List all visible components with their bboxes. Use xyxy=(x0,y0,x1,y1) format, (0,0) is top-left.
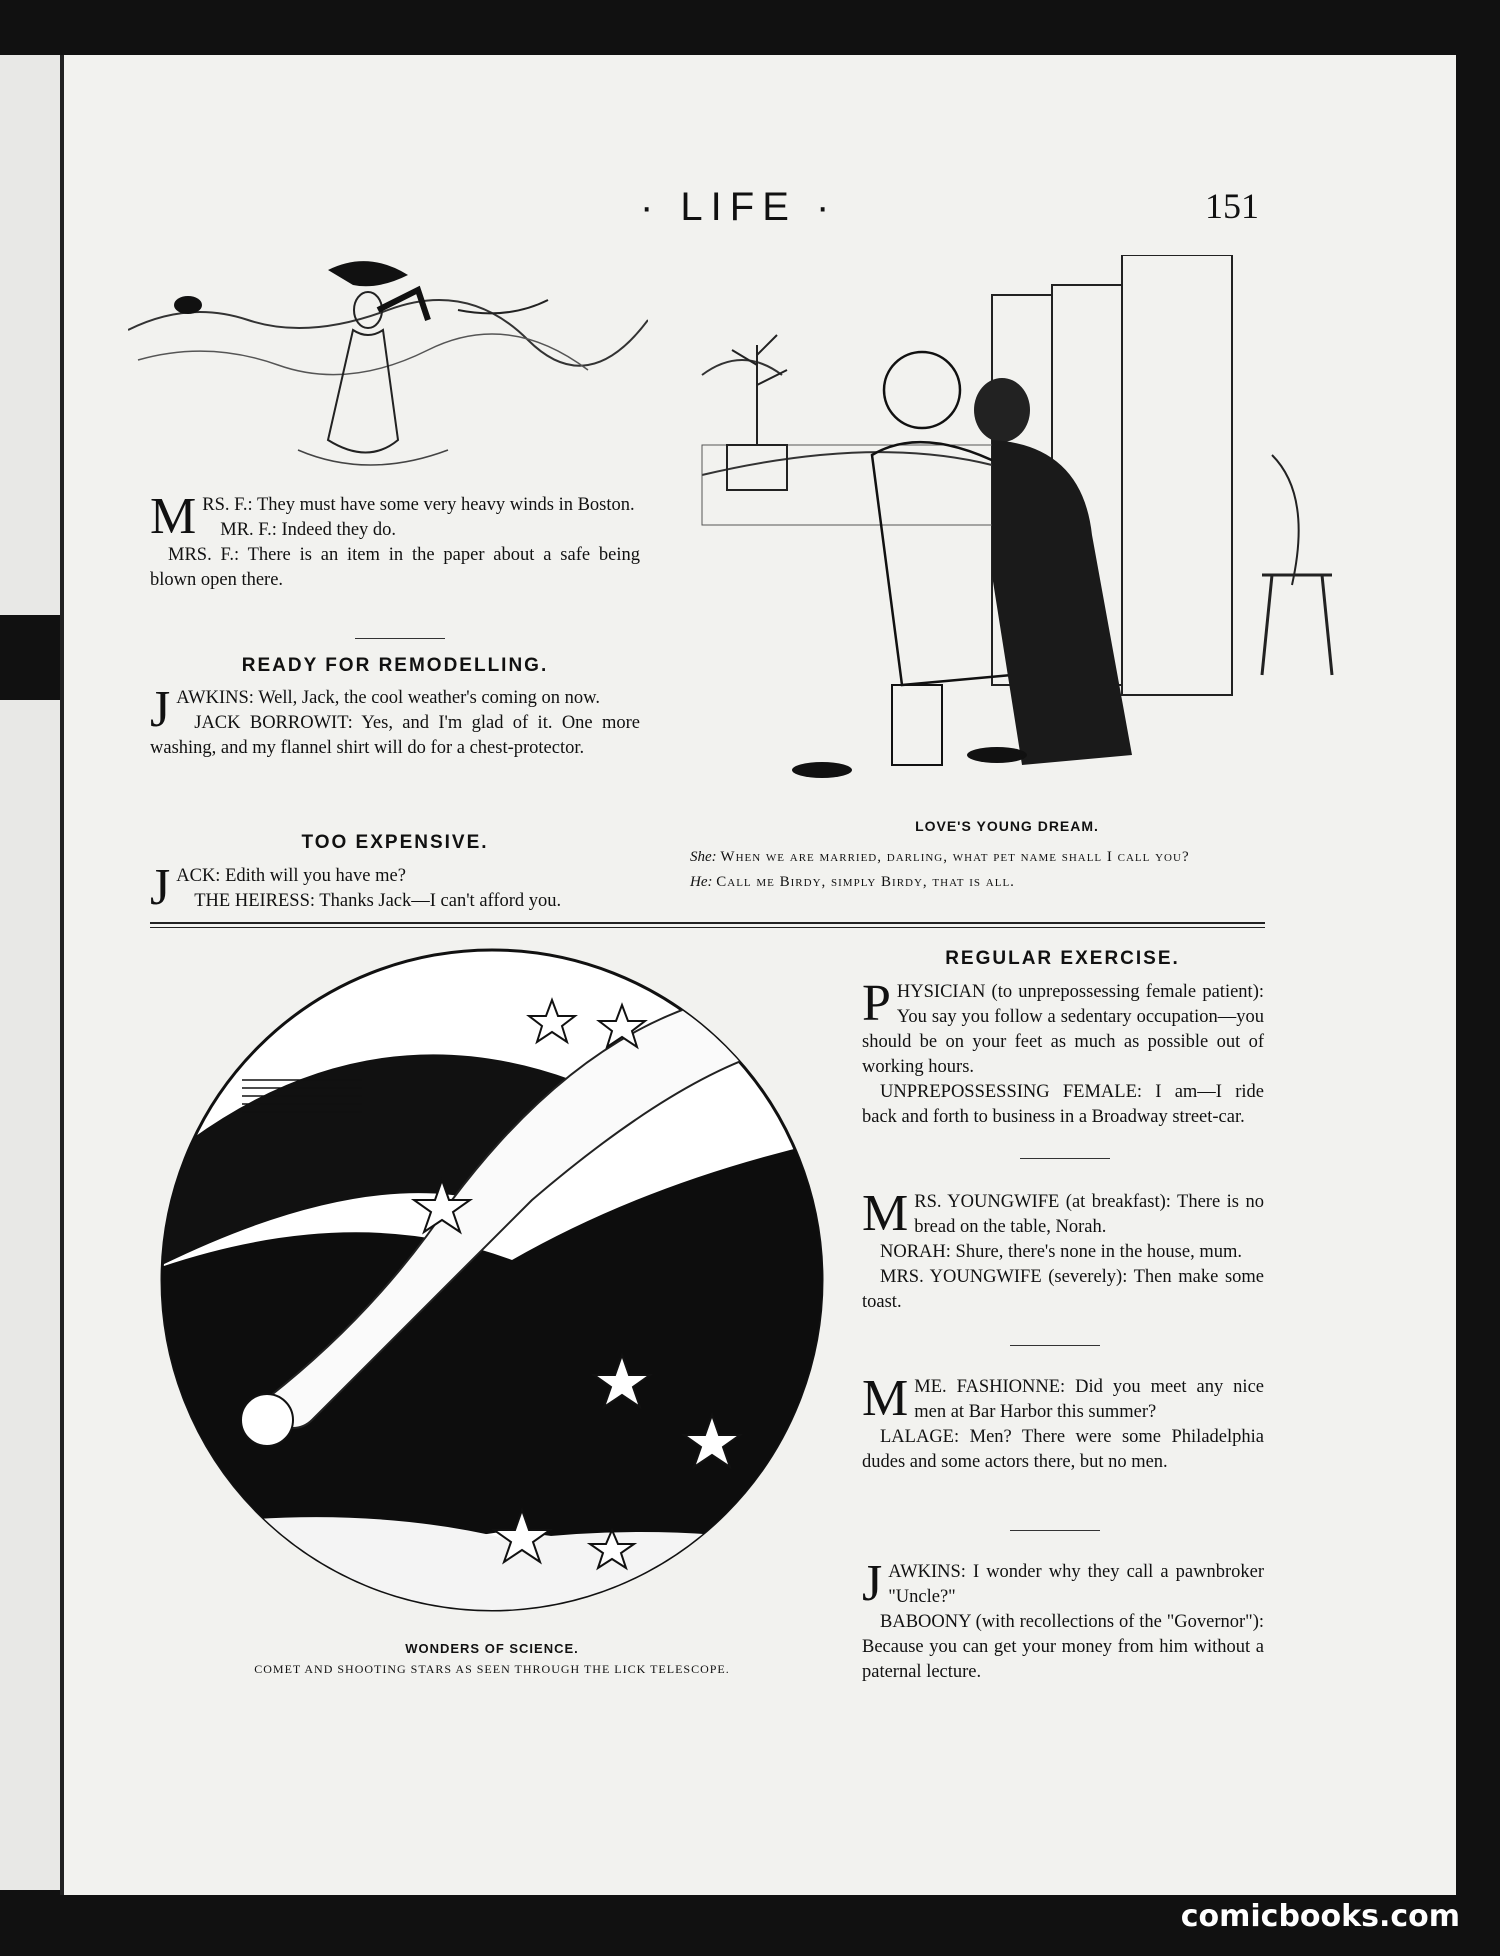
dialogue-line: NORAH: Shure, there's none in the house, mum. xyxy=(880,1242,1242,1262)
separator xyxy=(1010,1345,1100,1346)
dialogue-line: MRS. F.: There is an item in the paper about a safe being blown open there. xyxy=(150,545,640,590)
exercise-dialogue xyxy=(862,975,1264,1130)
remodelling-dialogue xyxy=(150,681,640,761)
couple-illustration xyxy=(672,255,1342,785)
dialogue-line: THE HEIRESS: Thanks Jack—I can't afford you. xyxy=(194,891,562,911)
dialogue-line: BABOONY (with recollections of the "Governor"): Because you can get your money from him without a paternal lecture. xyxy=(862,1612,1264,1682)
dropcap: J xyxy=(150,681,171,738)
comet-illustration xyxy=(152,940,832,1630)
dialogue-line: RS. F.: They must have some very heavy winds in Boston. xyxy=(202,495,635,515)
illustration-caption: WONDERS OF SCIENCE. xyxy=(405,1641,579,1656)
dropcap: J xyxy=(150,859,171,916)
dialogue-line: JACK BORROWIT: Yes, and I'm glad of it. One more washing, and my flannel shirt will do for a chest-protector. xyxy=(150,713,640,758)
illustration-caption: LOVE'S YOUNG DREAM. xyxy=(915,818,1099,834)
section-heading: REGULAR EXERCISE. xyxy=(945,948,1180,969)
caption-line: Call me Birdy, simply Birdy, that is all. xyxy=(716,874,1015,890)
dialogue-line: MR. F.: Indeed they do. xyxy=(220,520,397,540)
fashionne-dialogue xyxy=(862,1370,1264,1475)
horizontal-rule xyxy=(150,922,1265,924)
page-title: · LIFE · xyxy=(640,185,838,229)
dialogue-line: MRS. YOUNGWIFE (severely): Then make some toast. xyxy=(862,1267,1264,1312)
wind-illustration xyxy=(128,250,648,480)
site-watermark: comicbooks.com xyxy=(1180,1899,1460,1934)
speaker-label: She: xyxy=(690,849,717,865)
dropcap: J xyxy=(862,1555,883,1612)
page-number: 151 xyxy=(1205,186,1259,226)
section-heading: TOO EXPENSIVE. xyxy=(301,832,489,853)
speaker-label: He: xyxy=(690,874,713,890)
dialogue-line: AWKINS: Well, Jack, the cool weather's coming on now. xyxy=(176,688,600,708)
dropcap: M xyxy=(150,488,197,545)
illustration-subcaption: COMET AND SHOOTING STARS AS SEEN THROUGH THE LICK TELESCOPE. xyxy=(254,1662,730,1676)
left-page-edge-lower xyxy=(0,700,60,1890)
caption-line: When we are married, darling, what pet name shall I call you? xyxy=(720,849,1190,865)
uncle-dialogue xyxy=(862,1555,1264,1685)
dropcap: M xyxy=(862,1370,909,1427)
dropcap: P xyxy=(862,975,891,1032)
dialogue-line: ME. FASHIONNE: Did you meet any nice men at Bar Harbor this summer? xyxy=(914,1377,1264,1422)
dialogue-line: RS. YOUNGWIFE (at breakfast): There is no bread on the table, Norah. xyxy=(914,1192,1264,1237)
youngwife-dialogue xyxy=(862,1185,1264,1315)
dialogue-line: HYSICIAN (to unprepossessing female patient): You say you follow a sedentary occupation—you should be on your feet as much as possible out of working hours. xyxy=(862,982,1264,1077)
separator xyxy=(355,638,445,639)
dialogue-line: ACK: Edith will you have me? xyxy=(176,866,406,886)
separator xyxy=(1010,1530,1100,1531)
section-heading: READY FOR REMODELLING. xyxy=(241,655,549,676)
separator xyxy=(1020,1158,1110,1159)
mrs-f-dialogue xyxy=(150,488,640,593)
horizontal-rule xyxy=(150,927,1265,928)
expensive-dialogue xyxy=(150,859,640,916)
dialogue-line: LALAGE: Men? There were some Philadelphia dudes and some actors there, but no men. xyxy=(862,1427,1264,1472)
dropcap: M xyxy=(862,1185,909,1242)
dialogue-line: AWKINS: I wonder why they call a pawnbroker "Uncle?" xyxy=(888,1562,1264,1607)
left-page-edge xyxy=(0,55,60,615)
dialogue-line: UNPREPOSSESSING FEMALE: I am—I ride back and forth to business in a Broadway street-car. xyxy=(862,1082,1264,1127)
caption-dialogue xyxy=(690,847,1330,893)
